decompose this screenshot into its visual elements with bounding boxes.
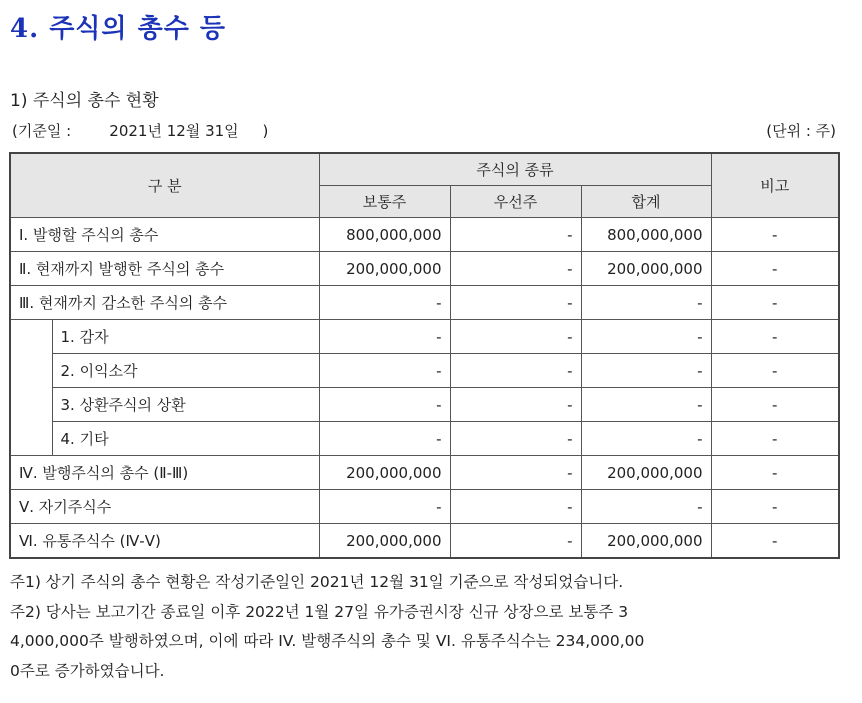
- cell-preferred: -: [450, 218, 581, 252]
- cell-note: -: [711, 320, 839, 354]
- cell-preferred: -: [450, 422, 581, 456]
- header-category: 구 분: [10, 153, 319, 218]
- header-note: 비고: [711, 153, 839, 218]
- footnotes: [10, 568, 770, 686]
- row-label: 4. 기타: [52, 422, 319, 456]
- cell-common: -: [319, 490, 450, 524]
- cell-total: -: [581, 422, 711, 456]
- cell-total: 200,000,000: [581, 252, 711, 286]
- cell-total: 200,000,000: [581, 456, 711, 490]
- basis-date: (기준일 : 2021년 12월 31일 ): [12, 122, 269, 140]
- header-preferred: 우선주: [450, 186, 581, 218]
- cell-note: -: [711, 388, 839, 422]
- cell-total: -: [581, 354, 711, 388]
- cell-common: 200,000,000: [319, 456, 450, 490]
- footnote-line: 주1) 상기 주식의 총수 현황은 작성기준일인 2021년 12월 31일 기준으로 작성되었습니다.: [10, 573, 624, 591]
- subsection-heading: 1) 주식의 총수 현황: [10, 91, 159, 111]
- cell-note: -: [711, 218, 839, 252]
- cell-preferred: -: [450, 354, 581, 388]
- cell-preferred: -: [450, 456, 581, 490]
- section-heading: 4. 주식의 총수 등: [10, 14, 226, 44]
- footnote-line: 4,000,000주 발행하였으며, 이에 따라 IV. 발행주식의 총수 및 VI. 유통주식수는 234,000,00: [10, 632, 645, 650]
- cell-preferred: -: [450, 320, 581, 354]
- header-common: 보통주: [319, 186, 450, 218]
- row-label: 1. 감자: [52, 320, 319, 354]
- indent-spacer: [10, 320, 52, 456]
- footnote-line: 0주로 증가하였습니다.: [10, 661, 165, 680]
- header-total: 합계: [581, 186, 711, 218]
- cell-common: 200,000,000: [319, 524, 450, 559]
- table-row: [10, 320, 839, 354]
- cell-note: -: [711, 354, 839, 388]
- table-row: [10, 218, 839, 252]
- table-row: [10, 490, 839, 524]
- table-row: [10, 354, 839, 388]
- footnote-line: 주2) 당사는 보고기간 종료일 이후 2022년 1월 27일 유가증권시장 신규 상장으로 보통주 3: [10, 602, 629, 621]
- cell-common: 800,000,000: [319, 218, 450, 252]
- share-count-table: [9, 152, 840, 559]
- cell-common: -: [319, 286, 450, 320]
- cell-preferred: -: [450, 524, 581, 559]
- header-share-types: 주식의 종류: [319, 153, 711, 186]
- cell-total: 800,000,000: [581, 218, 711, 252]
- row-label: Ⅲ. 현재까지 감소한 주식의 총수: [10, 286, 319, 320]
- row-label: Ⅴ. 자기주식수: [10, 490, 319, 524]
- cell-common: -: [319, 320, 450, 354]
- cell-preferred: -: [450, 490, 581, 524]
- cell-total: -: [581, 286, 711, 320]
- table-row: [10, 286, 839, 320]
- cell-preferred: -: [450, 252, 581, 286]
- table-row: [10, 388, 839, 422]
- cell-common: -: [319, 422, 450, 456]
- table-row: [10, 456, 839, 490]
- cell-total: -: [581, 388, 711, 422]
- cell-note: -: [711, 252, 839, 286]
- cell-total: 200,000,000: [581, 524, 711, 559]
- cell-common: 200,000,000: [319, 252, 450, 286]
- cell-note: -: [711, 456, 839, 490]
- unit-label: (단위 : 주): [766, 122, 836, 140]
- cell-preferred: -: [450, 286, 581, 320]
- row-label: Ⅰ. 발행할 주식의 총수: [10, 218, 319, 252]
- row-label: Ⅱ. 현재까지 발행한 주식의 총수: [10, 252, 319, 286]
- cell-note: -: [711, 524, 839, 559]
- table-row: [10, 524, 839, 559]
- table-row: [10, 252, 839, 286]
- table-row: [10, 422, 839, 456]
- cell-total: -: [581, 490, 711, 524]
- cell-note: -: [711, 422, 839, 456]
- cell-preferred: -: [450, 388, 581, 422]
- cell-common: -: [319, 388, 450, 422]
- row-label: 2. 이익소각: [52, 354, 319, 388]
- row-label: Ⅵ. 유통주식수 (Ⅳ-Ⅴ): [10, 524, 319, 559]
- cell-note: -: [711, 490, 839, 524]
- cell-note: -: [711, 286, 839, 320]
- cell-common: -: [319, 354, 450, 388]
- row-label: Ⅳ. 발행주식의 총수 (Ⅱ-Ⅲ): [10, 456, 319, 490]
- row-label: 3. 상환주식의 상환: [52, 388, 319, 422]
- cell-total: -: [581, 320, 711, 354]
